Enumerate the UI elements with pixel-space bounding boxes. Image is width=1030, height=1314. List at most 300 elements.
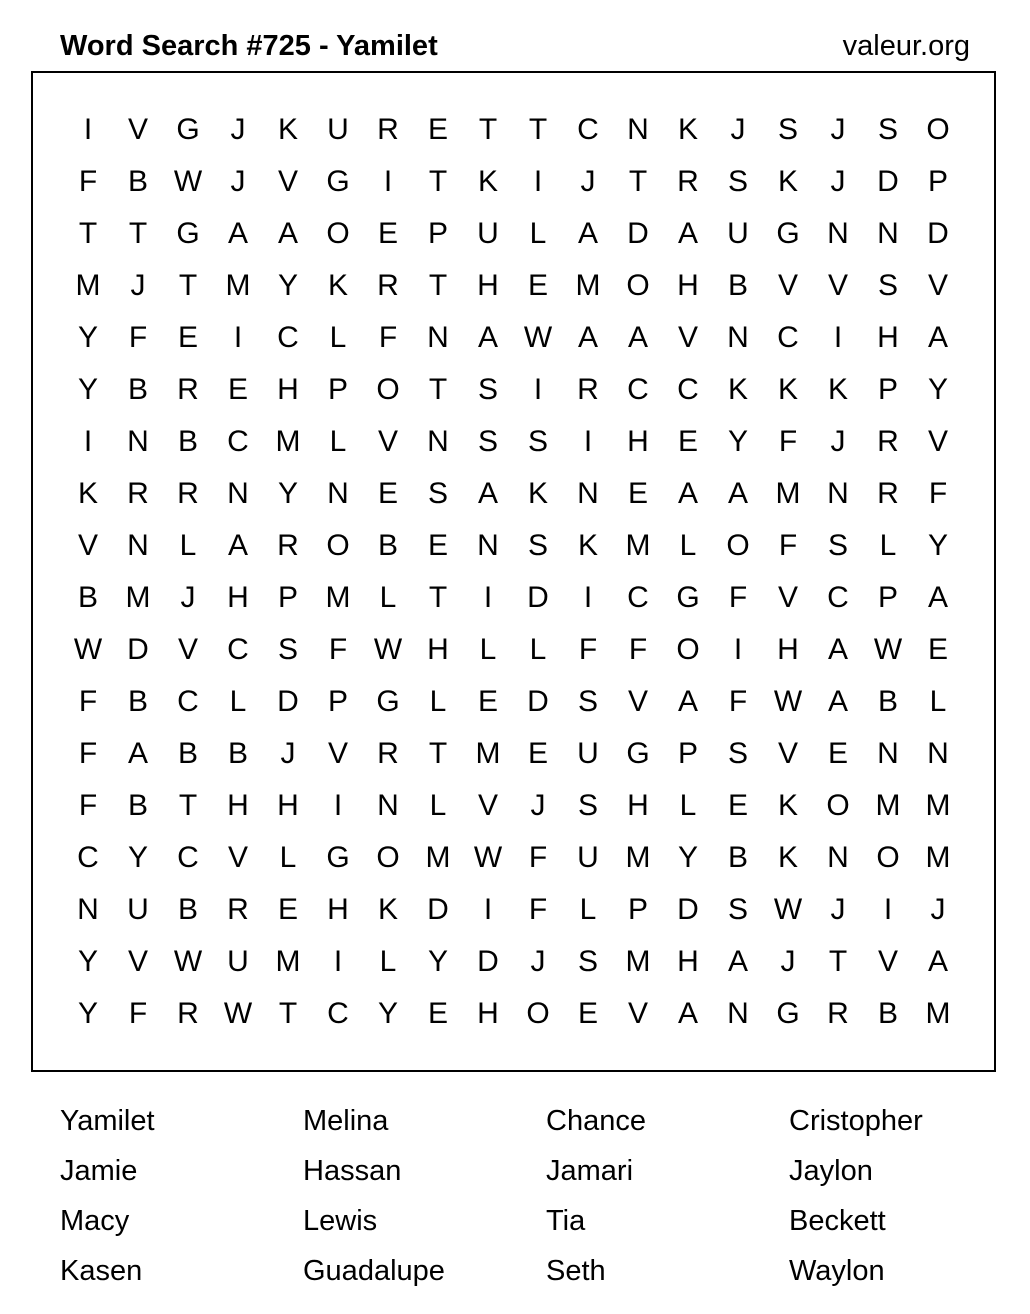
grid-letter[interactable]: W bbox=[73, 633, 103, 666]
grid-letter[interactable]: T bbox=[278, 997, 298, 1030]
grid-letter[interactable]: V bbox=[827, 269, 848, 302]
grid-letter[interactable]: L bbox=[679, 529, 697, 562]
grid-letter[interactable]: R bbox=[227, 893, 249, 926]
grid-letter[interactable]: A bbox=[627, 321, 648, 354]
grid-letter[interactable]: J bbox=[230, 113, 246, 146]
grid-letter[interactable]: B bbox=[127, 165, 148, 198]
grid-letter[interactable]: O bbox=[526, 997, 550, 1030]
grid-letter[interactable]: F bbox=[78, 685, 98, 718]
grid-letter[interactable]: K bbox=[777, 165, 798, 198]
grid-letter[interactable]: F bbox=[78, 165, 98, 198]
grid-letter[interactable]: A bbox=[477, 321, 498, 354]
grid-letter[interactable]: F bbox=[728, 581, 748, 614]
grid-letter[interactable]: L bbox=[879, 529, 897, 562]
grid-letter[interactable]: L bbox=[429, 789, 447, 822]
grid-letter[interactable]: N bbox=[227, 477, 249, 510]
grid-letter[interactable]: P bbox=[327, 373, 348, 406]
grid-letter[interactable]: S bbox=[277, 633, 298, 666]
grid-letter[interactable]: M bbox=[875, 789, 901, 822]
grid-letter[interactable]: L bbox=[229, 685, 247, 718]
grid-letter[interactable]: S bbox=[727, 737, 748, 770]
grid-letter[interactable]: H bbox=[427, 633, 449, 666]
grid-letter[interactable]: Y bbox=[377, 997, 398, 1030]
grid-letter[interactable]: N bbox=[877, 737, 899, 770]
grid-letter[interactable]: T bbox=[78, 217, 98, 250]
grid-letter[interactable]: S bbox=[877, 113, 898, 146]
grid-letter[interactable]: K bbox=[77, 477, 98, 510]
grid-letter[interactable]: N bbox=[927, 737, 949, 770]
grid-letter[interactable]: S bbox=[777, 113, 798, 146]
grid-letter[interactable]: E bbox=[277, 893, 298, 926]
grid-letter[interactable]: F bbox=[528, 841, 548, 874]
grid-letter[interactable]: C bbox=[577, 113, 599, 146]
grid-letter[interactable]: A bbox=[677, 685, 698, 718]
grid-letter[interactable]: R bbox=[677, 165, 699, 198]
grid-letter[interactable]: S bbox=[727, 893, 748, 926]
grid-letter[interactable]: I bbox=[233, 321, 243, 354]
grid-letter[interactable]: M bbox=[75, 269, 101, 302]
grid-letter[interactable]: K bbox=[777, 841, 798, 874]
grid-letter[interactable]: J bbox=[830, 893, 846, 926]
grid-letter[interactable]: V bbox=[777, 581, 798, 614]
grid-letter[interactable]: I bbox=[533, 373, 543, 406]
grid-letter[interactable]: W bbox=[373, 633, 403, 666]
grid-letter[interactable]: P bbox=[877, 373, 898, 406]
grid-letter[interactable]: Y bbox=[77, 373, 98, 406]
grid-letter[interactable]: Y bbox=[77, 321, 98, 354]
grid-letter[interactable]: A bbox=[927, 581, 948, 614]
grid-letter[interactable]: C bbox=[227, 633, 249, 666]
grid-letter[interactable]: H bbox=[327, 893, 349, 926]
grid-letter[interactable]: G bbox=[776, 997, 800, 1030]
grid-letter[interactable]: J bbox=[580, 165, 596, 198]
grid-letter[interactable]: Y bbox=[277, 269, 298, 302]
grid-letter[interactable]: Y bbox=[77, 997, 98, 1030]
grid-letter[interactable]: A bbox=[927, 945, 948, 978]
grid-letter[interactable]: D bbox=[277, 685, 299, 718]
grid-letter[interactable]: D bbox=[527, 685, 549, 718]
grid-letter[interactable]: W bbox=[173, 165, 203, 198]
grid-letter[interactable]: B bbox=[177, 893, 198, 926]
grid-letter[interactable]: J bbox=[230, 165, 246, 198]
grid-letter[interactable]: K bbox=[777, 373, 798, 406]
grid-letter[interactable]: V bbox=[277, 165, 298, 198]
grid-letter[interactable]: N bbox=[77, 893, 99, 926]
grid-letter[interactable]: K bbox=[327, 269, 348, 302]
grid-letter[interactable]: S bbox=[577, 685, 598, 718]
grid-letter[interactable]: V bbox=[627, 997, 648, 1030]
grid-letter[interactable]: B bbox=[127, 373, 148, 406]
grid-letter[interactable]: E bbox=[427, 997, 448, 1030]
grid-letter[interactable]: G bbox=[376, 685, 400, 718]
grid-letter[interactable]: P bbox=[677, 737, 698, 770]
grid-letter[interactable]: V bbox=[227, 841, 248, 874]
grid-letter[interactable]: J bbox=[730, 113, 746, 146]
grid-letter[interactable]: J bbox=[180, 581, 196, 614]
grid-letter[interactable]: J bbox=[930, 893, 946, 926]
grid-letter[interactable]: A bbox=[827, 685, 848, 718]
grid-letter[interactable]: F bbox=[928, 477, 948, 510]
grid-letter[interactable]: M bbox=[925, 997, 951, 1030]
grid-letter[interactable]: A bbox=[727, 945, 748, 978]
grid-letter[interactable]: T bbox=[628, 165, 648, 198]
grid-letter[interactable]: W bbox=[873, 633, 903, 666]
grid-letter[interactable]: L bbox=[929, 685, 947, 718]
grid-letter[interactable]: L bbox=[179, 529, 197, 562]
grid-letter[interactable]: I bbox=[583, 425, 593, 458]
grid-letter[interactable]: E bbox=[377, 217, 398, 250]
grid-letter[interactable]: K bbox=[827, 373, 848, 406]
grid-letter[interactable]: D bbox=[877, 165, 899, 198]
grid-letter[interactable]: R bbox=[827, 997, 849, 1030]
grid-letter[interactable]: L bbox=[379, 581, 397, 614]
grid-letter[interactable]: R bbox=[377, 269, 399, 302]
grid-letter[interactable]: L bbox=[429, 685, 447, 718]
grid-letter[interactable]: R bbox=[877, 425, 899, 458]
grid-letter[interactable]: M bbox=[275, 945, 301, 978]
grid-letter[interactable]: R bbox=[377, 737, 399, 770]
grid-letter[interactable]: L bbox=[679, 789, 697, 822]
grid-letter[interactable]: F bbox=[628, 633, 648, 666]
grid-letter[interactable]: G bbox=[776, 217, 800, 250]
grid-letter[interactable]: D bbox=[527, 581, 549, 614]
grid-letter[interactable]: P bbox=[277, 581, 298, 614]
grid-letter[interactable]: K bbox=[577, 529, 598, 562]
grid-letter[interactable]: A bbox=[577, 217, 598, 250]
grid-letter[interactable]: I bbox=[333, 945, 343, 978]
grid-letter[interactable]: W bbox=[223, 997, 253, 1030]
grid-letter[interactable]: H bbox=[627, 425, 649, 458]
grid-letter[interactable]: J bbox=[280, 737, 296, 770]
grid-letter[interactable]: E bbox=[527, 737, 548, 770]
grid-letter[interactable]: U bbox=[727, 217, 749, 250]
grid-letter[interactable]: A bbox=[727, 477, 748, 510]
grid-letter[interactable]: R bbox=[177, 373, 199, 406]
grid-letter[interactable]: E bbox=[827, 737, 848, 770]
grid-letter[interactable]: L bbox=[579, 893, 597, 926]
grid-letter[interactable]: Y bbox=[77, 945, 98, 978]
grid-letter[interactable]: A bbox=[277, 217, 298, 250]
grid-letter[interactable]: M bbox=[925, 841, 951, 874]
grid-letter[interactable]: K bbox=[777, 789, 798, 822]
grid-letter[interactable]: Y bbox=[277, 477, 298, 510]
grid-letter[interactable]: U bbox=[577, 737, 599, 770]
grid-letter[interactable]: G bbox=[326, 841, 350, 874]
grid-letter[interactable]: B bbox=[177, 737, 198, 770]
grid-letter[interactable]: F bbox=[78, 737, 98, 770]
grid-letter[interactable]: N bbox=[477, 529, 499, 562]
grid-letter[interactable]: O bbox=[376, 373, 400, 406]
grid-letter[interactable]: J bbox=[830, 425, 846, 458]
grid-letter[interactable]: S bbox=[577, 789, 598, 822]
grid-letter[interactable]: K bbox=[377, 893, 398, 926]
grid-letter[interactable]: N bbox=[327, 477, 349, 510]
grid-letter[interactable]: I bbox=[83, 113, 93, 146]
grid-letter[interactable]: L bbox=[279, 841, 297, 874]
grid-letter[interactable]: T bbox=[428, 373, 448, 406]
grid-letter[interactable]: C bbox=[327, 997, 349, 1030]
grid-letter[interactable]: R bbox=[577, 373, 599, 406]
grid-letter[interactable]: E bbox=[727, 789, 748, 822]
grid-letter[interactable]: A bbox=[127, 737, 148, 770]
grid-letter[interactable]: A bbox=[827, 633, 848, 666]
grid-letter[interactable]: O bbox=[726, 529, 750, 562]
grid-letter[interactable]: A bbox=[677, 217, 698, 250]
grid-letter[interactable]: M bbox=[425, 841, 451, 874]
grid-letter[interactable]: R bbox=[127, 477, 149, 510]
grid-letter[interactable]: B bbox=[377, 529, 398, 562]
grid-letter[interactable]: O bbox=[676, 633, 700, 666]
grid-letter[interactable]: T bbox=[478, 113, 498, 146]
grid-letter[interactable]: V bbox=[127, 945, 148, 978]
grid-letter[interactable]: A bbox=[677, 477, 698, 510]
grid-letter[interactable]: W bbox=[473, 841, 503, 874]
grid-letter[interactable]: N bbox=[827, 217, 849, 250]
grid-letter[interactable]: M bbox=[275, 425, 301, 458]
grid-letter[interactable]: B bbox=[727, 841, 748, 874]
grid-letter[interactable]: E bbox=[527, 269, 548, 302]
grid-letter[interactable]: J bbox=[830, 165, 846, 198]
grid-letter[interactable]: M bbox=[775, 477, 801, 510]
grid-letter[interactable]: B bbox=[77, 581, 98, 614]
grid-letter[interactable]: G bbox=[176, 113, 200, 146]
grid-letter[interactable]: B bbox=[877, 685, 898, 718]
grid-letter[interactable]: E bbox=[477, 685, 498, 718]
grid-letter[interactable]: U bbox=[327, 113, 349, 146]
grid-letter[interactable]: F bbox=[128, 997, 148, 1030]
grid-letter[interactable]: J bbox=[130, 269, 146, 302]
grid-letter[interactable]: M bbox=[325, 581, 351, 614]
grid-letter[interactable]: C bbox=[827, 581, 849, 614]
grid-letter[interactable]: C bbox=[77, 841, 99, 874]
grid-letter[interactable]: I bbox=[483, 893, 493, 926]
grid-letter[interactable]: H bbox=[277, 789, 299, 822]
grid-letter[interactable]: F bbox=[328, 633, 348, 666]
grid-letter[interactable]: T bbox=[528, 113, 548, 146]
grid-letter[interactable]: B bbox=[177, 425, 198, 458]
grid-letter[interactable]: A bbox=[577, 321, 598, 354]
grid-letter[interactable]: C bbox=[177, 841, 199, 874]
grid-letter[interactable]: B bbox=[127, 685, 148, 718]
grid-letter[interactable]: B bbox=[227, 737, 248, 770]
grid-letter[interactable]: R bbox=[877, 477, 899, 510]
grid-letter[interactable]: T bbox=[178, 269, 198, 302]
grid-letter[interactable]: V bbox=[327, 737, 348, 770]
grid-letter[interactable]: K bbox=[727, 373, 748, 406]
grid-letter[interactable]: F bbox=[578, 633, 598, 666]
grid-letter[interactable]: S bbox=[877, 269, 898, 302]
grid-letter[interactable]: H bbox=[477, 997, 499, 1030]
grid-letter[interactable]: N bbox=[827, 477, 849, 510]
grid-letter[interactable]: T bbox=[428, 581, 448, 614]
grid-letter[interactable]: O bbox=[876, 841, 900, 874]
grid-letter[interactable]: D bbox=[427, 893, 449, 926]
grid-letter[interactable]: S bbox=[477, 373, 498, 406]
grid-letter[interactable]: O bbox=[926, 113, 950, 146]
grid-letter[interactable]: N bbox=[127, 425, 149, 458]
grid-letter[interactable]: C bbox=[777, 321, 799, 354]
grid-letter[interactable]: H bbox=[227, 581, 249, 614]
grid-letter[interactable]: E bbox=[377, 477, 398, 510]
grid-letter[interactable]: L bbox=[529, 217, 547, 250]
grid-letter[interactable]: J bbox=[530, 945, 546, 978]
grid-letter[interactable]: L bbox=[379, 945, 397, 978]
grid-letter[interactable]: V bbox=[777, 269, 798, 302]
grid-letter[interactable]: I bbox=[583, 581, 593, 614]
grid-letter[interactable]: F bbox=[778, 529, 798, 562]
grid-letter[interactable]: S bbox=[527, 529, 548, 562]
grid-letter[interactable]: A bbox=[677, 997, 698, 1030]
grid-letter[interactable]: C bbox=[277, 321, 299, 354]
grid-letter[interactable]: H bbox=[227, 789, 249, 822]
grid-letter[interactable]: H bbox=[277, 373, 299, 406]
grid-letter[interactable]: N bbox=[727, 321, 749, 354]
grid-letter[interactable]: V bbox=[477, 789, 498, 822]
grid-letter[interactable]: V bbox=[177, 633, 198, 666]
grid-letter[interactable]: N bbox=[827, 841, 849, 874]
grid-letter[interactable]: U bbox=[127, 893, 149, 926]
grid-letter[interactable]: F bbox=[78, 789, 98, 822]
grid-letter[interactable]: C bbox=[677, 373, 699, 406]
grid-letter[interactable]: G bbox=[326, 165, 350, 198]
grid-letter[interactable]: N bbox=[727, 997, 749, 1030]
grid-letter[interactable]: V bbox=[377, 425, 398, 458]
grid-letter[interactable]: W bbox=[773, 893, 803, 926]
grid-letter[interactable]: G bbox=[176, 217, 200, 250]
grid-letter[interactable]: S bbox=[427, 477, 448, 510]
grid-letter[interactable]: I bbox=[383, 165, 393, 198]
grid-letter[interactable]: H bbox=[677, 269, 699, 302]
grid-letter[interactable]: N bbox=[427, 321, 449, 354]
grid-letter[interactable]: V bbox=[877, 945, 898, 978]
grid-letter[interactable]: E bbox=[177, 321, 198, 354]
grid-letter[interactable]: G bbox=[626, 737, 650, 770]
grid-letter[interactable]: B bbox=[727, 269, 748, 302]
grid-letter[interactable]: Y bbox=[727, 425, 748, 458]
grid-letter[interactable]: S bbox=[527, 425, 548, 458]
grid-letter[interactable]: P bbox=[927, 165, 948, 198]
grid-letter[interactable]: P bbox=[327, 685, 348, 718]
grid-letter[interactable]: I bbox=[833, 321, 843, 354]
grid-letter[interactable]: R bbox=[377, 113, 399, 146]
grid-letter[interactable]: I bbox=[533, 165, 543, 198]
grid-letter[interactable]: F bbox=[378, 321, 398, 354]
grid-letter[interactable]: S bbox=[827, 529, 848, 562]
grid-letter[interactable]: M bbox=[925, 789, 951, 822]
grid-letter[interactable]: T bbox=[178, 789, 198, 822]
grid-letter[interactable]: Y bbox=[127, 841, 148, 874]
grid-letter[interactable]: U bbox=[227, 945, 249, 978]
grid-letter[interactable]: V bbox=[127, 113, 148, 146]
grid-letter[interactable]: N bbox=[427, 425, 449, 458]
grid-letter[interactable]: B bbox=[127, 789, 148, 822]
grid-letter[interactable]: R bbox=[177, 997, 199, 1030]
grid-letter[interactable]: T bbox=[428, 269, 448, 302]
grid-letter[interactable]: V bbox=[677, 321, 698, 354]
grid-letter[interactable]: A bbox=[227, 217, 248, 250]
grid-letter[interactable]: H bbox=[877, 321, 899, 354]
grid-letter[interactable]: P bbox=[427, 217, 448, 250]
grid-letter[interactable]: Y bbox=[427, 945, 448, 978]
grid-letter[interactable]: L bbox=[329, 321, 347, 354]
grid-letter[interactable]: F bbox=[128, 321, 148, 354]
grid-letter[interactable]: V bbox=[627, 685, 648, 718]
grid-letter[interactable]: T bbox=[828, 945, 848, 978]
grid-letter[interactable]: I bbox=[483, 581, 493, 614]
grid-letter[interactable]: S bbox=[477, 425, 498, 458]
grid-letter[interactable]: E bbox=[677, 425, 698, 458]
grid-letter[interactable]: Y bbox=[927, 529, 948, 562]
grid-letter[interactable]: P bbox=[877, 581, 898, 614]
grid-letter[interactable]: L bbox=[529, 633, 547, 666]
grid-letter[interactable]: E bbox=[227, 373, 248, 406]
grid-letter[interactable]: C bbox=[227, 425, 249, 458]
grid-letter[interactable]: O bbox=[626, 269, 650, 302]
grid-letter[interactable]: J bbox=[530, 789, 546, 822]
grid-letter[interactable]: T bbox=[428, 737, 448, 770]
grid-letter[interactable]: Y bbox=[927, 373, 948, 406]
grid-letter[interactable]: N bbox=[877, 217, 899, 250]
grid-letter[interactable]: O bbox=[376, 841, 400, 874]
grid-letter[interactable]: D bbox=[127, 633, 149, 666]
grid-letter[interactable]: M bbox=[125, 581, 151, 614]
grid-letter[interactable]: V bbox=[927, 425, 948, 458]
grid-letter[interactable]: T bbox=[128, 217, 148, 250]
grid-letter[interactable]: E bbox=[427, 113, 448, 146]
grid-letter[interactable]: U bbox=[577, 841, 599, 874]
grid-letter[interactable]: J bbox=[830, 113, 846, 146]
grid-letter[interactable]: A bbox=[477, 477, 498, 510]
grid-letter[interactable]: P bbox=[627, 893, 648, 926]
grid-letter[interactable]: E bbox=[627, 477, 648, 510]
grid-letter[interactable]: N bbox=[577, 477, 599, 510]
grid-letter[interactable]: F bbox=[778, 425, 798, 458]
grid-letter[interactable]: F bbox=[528, 893, 548, 926]
grid-letter[interactable]: E bbox=[927, 633, 948, 666]
grid-letter[interactable]: G bbox=[676, 581, 700, 614]
grid-letter[interactable]: D bbox=[477, 945, 499, 978]
grid-letter[interactable]: M bbox=[225, 269, 251, 302]
grid-letter[interactable]: H bbox=[627, 789, 649, 822]
grid-letter[interactable]: R bbox=[277, 529, 299, 562]
grid-letter[interactable]: K bbox=[527, 477, 548, 510]
grid-letter[interactable]: S bbox=[727, 165, 748, 198]
grid-letter[interactable]: K bbox=[677, 113, 698, 146]
grid-letter[interactable]: H bbox=[477, 269, 499, 302]
grid-letter[interactable]: I bbox=[883, 893, 893, 926]
grid-letter[interactable]: A bbox=[227, 529, 248, 562]
grid-letter[interactable]: M bbox=[625, 529, 651, 562]
grid-letter[interactable]: S bbox=[577, 945, 598, 978]
grid-letter[interactable]: R bbox=[177, 477, 199, 510]
grid-letter[interactable]: I bbox=[83, 425, 93, 458]
grid-letter[interactable]: L bbox=[479, 633, 497, 666]
grid-letter[interactable]: K bbox=[477, 165, 498, 198]
grid-letter[interactable]: C bbox=[177, 685, 199, 718]
grid-letter[interactable]: H bbox=[777, 633, 799, 666]
grid-letter[interactable]: L bbox=[329, 425, 347, 458]
grid-letter[interactable]: U bbox=[477, 217, 499, 250]
grid-letter[interactable]: D bbox=[677, 893, 699, 926]
grid-letter[interactable]: O bbox=[826, 789, 850, 822]
grid-letter[interactable]: N bbox=[377, 789, 399, 822]
grid-letter[interactable]: M bbox=[475, 737, 501, 770]
grid-letter[interactable]: E bbox=[577, 997, 598, 1030]
grid-letter[interactable]: W bbox=[173, 945, 203, 978]
grid-letter[interactable]: M bbox=[575, 269, 601, 302]
grid-letter[interactable]: O bbox=[326, 217, 350, 250]
grid-letter[interactable]: D bbox=[927, 217, 949, 250]
